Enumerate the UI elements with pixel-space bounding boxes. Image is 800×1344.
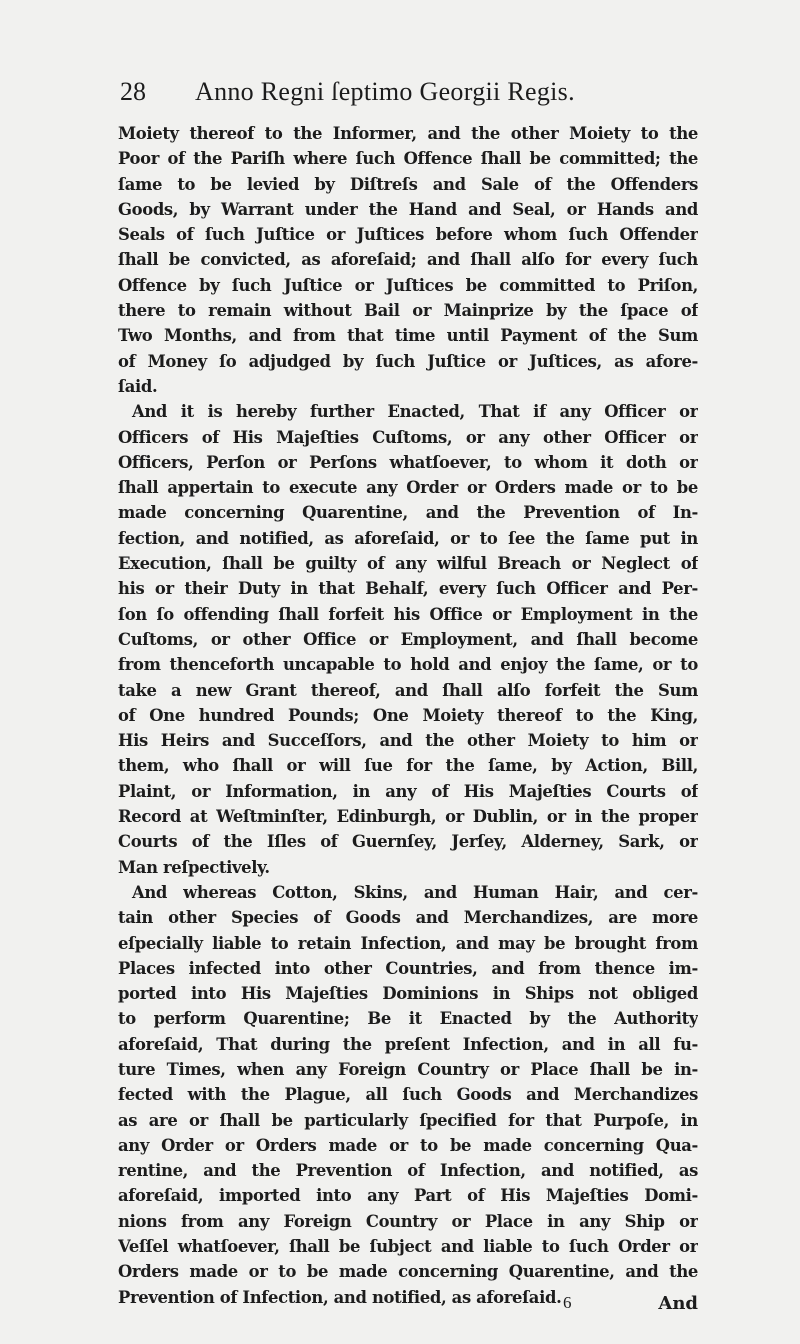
text-line: aforeſaid, That during the preſent Infection, and in all fu- <box>118 1034 698 1054</box>
running-title: Anno Regni ſeptimo Georgii Regis. <box>195 77 575 106</box>
text-line: of One hundred Pounds; One Moiety thereof to the King, <box>118 705 698 725</box>
text-line: to perform Quarentine; Be it Enacted by the Authority <box>118 1009 698 1029</box>
text-line: Man reſpectively. <box>118 857 270 877</box>
text-line: Execution, ſhall be guilty of any wilful Breach or Neglect of <box>118 554 698 574</box>
text-line: ture Times, when any Foreign Country or Place ſhall be in- <box>118 1059 698 1079</box>
text-line: ſhall be convicted, as aforeſaid; and ſhall alſo for every ſuch <box>118 250 698 270</box>
page-footer <box>118 1293 698 1323</box>
text-line: ſon ſo offending ſhall forfeit his Office or Employment in the <box>118 604 698 624</box>
text-line: Seals of ſuch Juſtice or Juſtices before whom ſuch Offender <box>118 225 698 245</box>
text-line: made concerning Quarentine, and the Prevention of In- <box>118 503 698 523</box>
text-line: And it is hereby further Enacted, That if any Officer or <box>132 402 698 422</box>
text-line: fection, and notified, as aforeſaid, or to ſee the ſame put in <box>118 528 698 548</box>
page-number: 28 <box>120 77 146 106</box>
body-text <box>118 121 698 1310</box>
text-line: ſhall appertain to execute any Order or Orders made or to be <box>118 478 698 498</box>
text-line: them, who ſhall or will ſue for the ſame, by Action, Bill, <box>118 756 698 776</box>
text-line: And whereas Cotton, Skins, and Human Hair, and cer- <box>132 882 698 902</box>
text-line: Orders made or to be made concerning Quarentine, and the <box>118 1262 698 1282</box>
text-line: nions from any Foreign Country or Place in any Ship or <box>118 1211 698 1231</box>
text-line: Places infected into other Countries, and from thence im- <box>118 958 698 978</box>
text-line: aforeſaid, imported into any Part of His Majeſties Domi- <box>118 1186 698 1206</box>
text-line: Poor of the Pariſh where ſuch Offence ſhall be committed; the <box>118 149 698 169</box>
text-line: there to remain without Bail or Mainprize by the ſpace of <box>118 301 698 321</box>
text-line: Cuſtoms, or other Office or Employment, and ſhall become <box>118 629 698 649</box>
text-line: Two Months, and from that time until Payment of the Sum <box>118 326 698 346</box>
text-line: ſaid. <box>118 376 158 396</box>
text-line: tain other Species of Goods and Merchandizes, are more <box>118 908 698 928</box>
text-line: Officers, Perſon or Perſons whatſoever, to whom it doth or <box>118 452 698 472</box>
text-line: fected with the Plague, all ſuch Goods and Merchandizes <box>118 1085 698 1105</box>
text-line: from thenceforth uncapable to hold and enjoy the ſame, or to <box>118 655 698 675</box>
text-line: Offence by ſuch Juſtice or Juſtices be committed to Priſon, <box>118 275 698 295</box>
text-line: Record at Weſtminſter, Edinburgh, or Dublin, or in the proper <box>118 807 698 827</box>
text-line: eſpecially liable to retain Infection, and may be brought from <box>118 933 698 953</box>
text-line: any Order or Orders made or to be made concerning Qua- <box>118 1135 698 1155</box>
catchword: And <box>658 1293 698 1314</box>
page-header <box>120 67 700 107</box>
signature-mark: 6 <box>563 1293 572 1312</box>
text-line: take a new Grant thereof, and ſhall alſo forfeit the Sum <box>118 680 698 700</box>
text-line: His Heirs and Succeſſors, and the other Moiety to him or <box>118 731 698 751</box>
text-line: ported into His Majeſties Dominions in Ships not obliged <box>118 984 698 1004</box>
text-line: rentine, and the Prevention of Infection, and notified, as <box>118 1161 698 1181</box>
text-line: his or their Duty in that Behalf, every ſuch Officer and Per- <box>118 579 698 599</box>
text-line: ſame to be levied by Diſtreſs and Sale of the Offenders <box>118 174 698 194</box>
text-line: Plaint, or Information, in any of His Majeſties Courts of <box>118 781 698 801</box>
text-line: Courts of the Iſles of Guernſey, Jerſey, Alderney, Sark, or <box>118 832 698 852</box>
text-line: Prevention of Infection, and notified, as aforeſaid. <box>118 1287 562 1307</box>
text-line: of Money ſo adjudged by ſuch Juſtice or Juſtices, as afore- <box>118 351 698 371</box>
text-line: Moiety thereof to the Informer, and the other Moiety to the <box>118 124 698 143</box>
text-line: as are or ſhall be particularly ſpecified for that Purpoſe, in <box>118 1110 698 1130</box>
text-line: Officers of His Majeſties Cuſtoms, or any other Officer or <box>118 427 698 447</box>
text-line: Veſſel whatſoever, ſhall be ſubject and liable to ſuch Order or <box>118 1237 698 1257</box>
text-line: Goods, by Warrant under the Hand and Seal, or Hands and <box>118 199 698 219</box>
